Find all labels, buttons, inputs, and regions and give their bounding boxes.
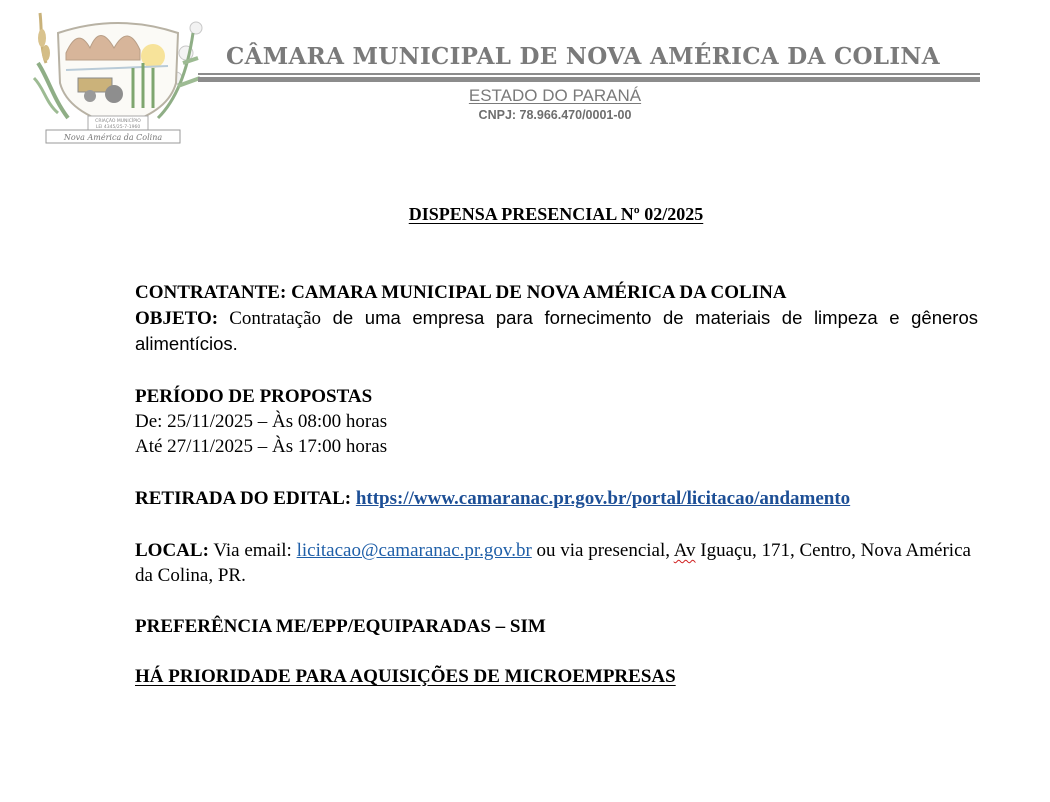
svg-text:Nova América da Colina: Nova América da Colina <box>63 133 163 142</box>
prioridade-line <box>135 664 978 689</box>
local-middle: ou via presencial, <box>531 540 674 561</box>
objeto-line <box>135 305 978 357</box>
local-block <box>135 538 978 588</box>
local-address: Iguaçu, 171, Centro, Nova América da Colina, PR. <box>135 540 971 586</box>
contratante-line <box>135 280 978 305</box>
contratante-value: CAMARA MUNICIPAL DE NOVA AMÉRICA DA COLINA <box>291 282 787 303</box>
cnpj-number: CNPJ: 78.966.470/0001-00 <box>478 108 632 122</box>
email-link[interactable]: licitacao@camaranac.pr.gov.br <box>296 540 532 561</box>
retirada-label: RETIRADA DO EDITAL: <box>135 488 352 509</box>
state-subtitle: ESTADO DO PARANÁ <box>468 86 642 105</box>
coat-of-arms-logo <box>28 8 208 146</box>
periodo-from: De: 25/11/2025 – Às 08:00 horas <box>135 411 388 432</box>
contratante-label: CONTRATANTE: <box>135 282 287 303</box>
svg-text:CRIAÇÃO MUNICÍPIO: CRIAÇÃO MUNICÍPIO <box>95 119 141 124</box>
local-prefix: Via email: <box>208 540 297 561</box>
contratante-objeto-block <box>135 280 978 357</box>
prioridade-text: HÁ PRIORIDADE PARA AQUISIÇÕES DE MICROEMPRESAS <box>135 666 676 687</box>
municipal-coat-of-arms-icon <box>28 8 208 146</box>
periodo-to: Até 27/11/2025 – Às 17:00 horas <box>135 436 388 457</box>
preferencia-line: PREFERÊNCIA ME/EPP/EQUIPARADAS – SIM <box>135 616 546 637</box>
edital-link[interactable]: https://www.camaranac.pr.gov.br/portal/licitacao/andamento <box>355 488 851 509</box>
objeto-value: de uma empresa para fornecimento de materiais de limpeza e gêneros alimentícios. <box>135 307 978 354</box>
spellcheck-word-av: Av <box>673 540 696 561</box>
local-label: LOCAL: <box>135 540 209 561</box>
header-divider-thin <box>198 73 980 75</box>
svg-text:LEI 4345/25-7-1960: LEI 4345/25-7-1960 <box>95 125 141 130</box>
objeto-label: OBJETO: <box>135 308 219 329</box>
periodo-heading: PERÍODO DE PROPOSTAS <box>135 386 373 407</box>
document-title: DISPENSA PRESENCIAL Nº 02/2025 <box>408 204 704 224</box>
periodo-block <box>135 384 978 459</box>
organization-title: CÂMARA MUNICIPAL DE NOVA AMÉRICA DA COLINA <box>226 43 940 70</box>
objeto-value-serif: Contratação <box>229 308 322 329</box>
header-divider-thick <box>198 77 980 82</box>
retirada-block <box>135 486 978 511</box>
